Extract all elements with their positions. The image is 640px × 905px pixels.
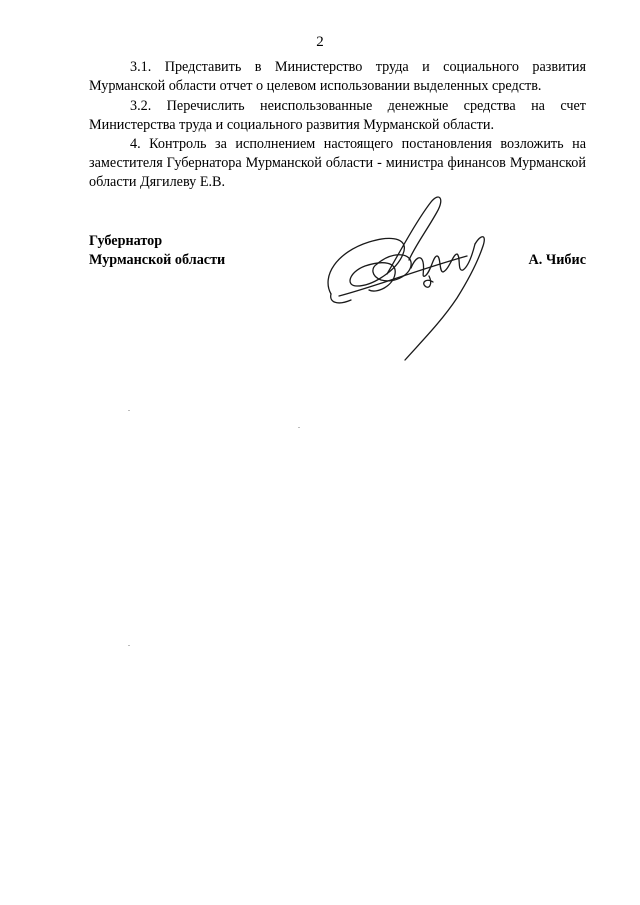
signer-title — [89, 232, 225, 270]
signer-name: А. Чибис — [528, 252, 586, 268]
document-body — [89, 58, 586, 193]
paragraph-3-2: 3.2. Перечислить неиспользованные денежные средства на счет Министерства труда и социального развития Мурманской области. — [89, 97, 586, 133]
signer-title-line-1: Губернатор — [89, 233, 163, 249]
scan-speck — [128, 410, 130, 411]
scan-speck — [298, 427, 300, 428]
signer-title-line-2: Мурманской области — [89, 252, 226, 268]
signature-block — [89, 232, 586, 362]
paragraph-4: 4. Контроль за исполнением настоящего постановления возложить на заместителя Губернатора Мурманской области - министра финансов Мурманской области Дягилеву Е.В. — [89, 136, 586, 190]
paragraph-3-1: 3.1. Представить в Министерство труда и социального развития Мурманской области отчет о целевом использовании выделенных средств. — [89, 59, 586, 94]
handwritten-signature — [317, 190, 517, 362]
scan-speck — [128, 645, 130, 646]
page-number: 2 — [316, 34, 324, 50]
